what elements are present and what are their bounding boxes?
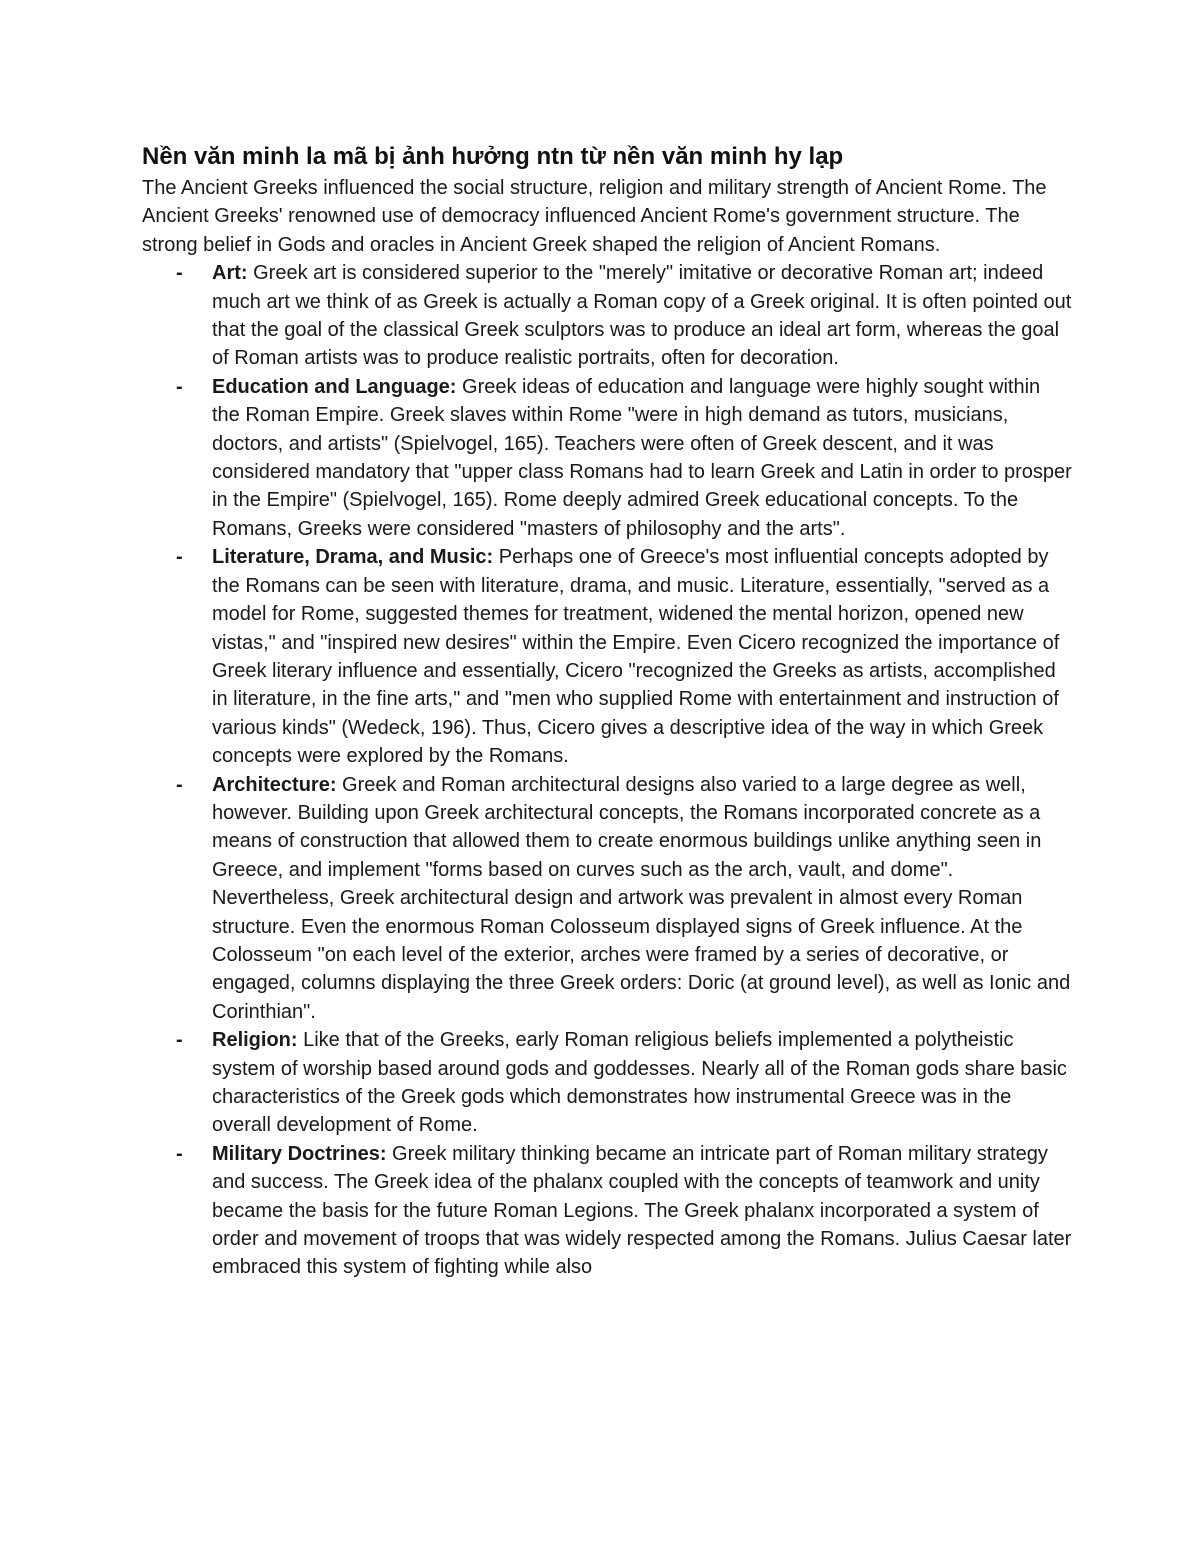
item-text: Greek and Roman architectural designs also varied to a large degree as well, however. Building upon Greek architectural concepts, the Romans incorporated concrete as a means of construction that allowed them to create enormous buildings unlike anything seen in Greece, and implement "forms based on curves such as the arch, vault, and dome". Nevertheless, Greek architectural design and artwork was prevalent in almost every Roman structure. Even the enormous Roman Colosseum displayed signs of Greek influence. At the Colosseum "on each level of the exterior, arches were framed by a series of decorative, or engaged, columns displaying the three Greek orders: Doric (at ground level), as well as Ionic and Corinthian". [212, 773, 1071, 1023]
bullet-dash: - [176, 375, 183, 398]
bullet-dash: - [176, 546, 183, 569]
list-item-military [142, 1140, 1072, 1282]
bullet-dash: - [176, 1142, 183, 1165]
document-title: Nền văn minh la mã bị ảnh hưởng ntn từ nền văn minh hy lạp [142, 143, 844, 170]
item-term: Art: [212, 262, 248, 285]
bullet-dash: - [176, 773, 183, 796]
list-item-architecture [142, 771, 1072, 1027]
item-term: Architecture: [212, 773, 337, 796]
item-text: Greek military thinking became an intricate part of Roman military strategy and success. The Greek idea of the phalanx coupled with the concepts of teamwork and unity became the basis for the future Roman Legions. The Greek phalanx incorporated a system of order and movement of troops that was widely respected among the Romans. Julius Caesar later embraced this system of fighting while also [212, 1142, 1072, 1279]
list-item-literature [142, 543, 1072, 770]
item-term: Literature, Drama, and Music: [212, 546, 494, 569]
item-text: Greek art is considered superior to the "merely" imitative or decorative Roman art; indeed much art we think of as Greek is actually a Roman copy of a Greek original. It is often pointed out that the goal of the classical Greek sculptors was to produce an ideal art form, whereas the goal of Roman artists was to produce realistic portraits, often for decoration. [212, 262, 1072, 370]
list-item-religion [142, 1026, 1072, 1140]
topic-list [142, 259, 1072, 1282]
bullet-dash: - [176, 1029, 183, 1052]
list-item-art [142, 259, 1072, 373]
bullet-dash: - [176, 262, 183, 285]
item-text: Greek ideas of education and language were highly sought within the Roman Empire. Greek slaves within Rome "were in high demand as tutors, musicians, doctors, and artists" (Spielvogel, 165). Teachers were often of Greek descent, and it was considered mandatory that "upper class Romans had to learn Greek and Latin in order to prosper in the Empire" (Spielvogel, 165). Rome deeply admired Greek educational concepts. To the Romans, Greeks were considered "masters of philosophy and the arts". [212, 375, 1072, 540]
item-term: Religion: [212, 1029, 298, 1052]
document-page [142, 140, 1072, 1282]
item-text: Like that of the Greeks, early Roman religious beliefs implemented a polytheistic system of worship based around gods and goddesses. Nearly all of the Roman gods share basic characteristics of the Greek gods which demonstrates how instrumental Greece was in the overall development of Rome. [212, 1029, 1067, 1137]
item-term: Military Doctrines: [212, 1142, 387, 1165]
item-text: Perhaps one of Greece's most influential concepts adopted by the Romans can be seen with literature, drama, and music. Literature, essentially, "served as a model for Rome, suggested themes for treatment, widened the mental horizon, opened new vistas," and "inspired new desires" within the Empire. Even Cicero recognized the importance of Greek literary influence and essentially, Cicero "recognized the Greeks as artists, accomplished in literature, in the fine arts," and "men who supplied Rome with entertainment and instruction of various kinds" (Wedeck, 196). Thus, Cicero gives a descriptive idea of the way in which Greek concepts were explored by the Romans. [212, 546, 1060, 768]
list-item-education [142, 373, 1072, 543]
item-term: Education and Language: [212, 375, 457, 398]
intro-paragraph: The Ancient Greeks influenced the social structure, religion and military strength of Ancient Rome. The Ancient Greeks' renowned use of democracy influenced Ancient Rome's government structure. The strong belief in Gods and oracles in Ancient Greek shaped the religion of Ancient Romans. [142, 177, 1047, 256]
